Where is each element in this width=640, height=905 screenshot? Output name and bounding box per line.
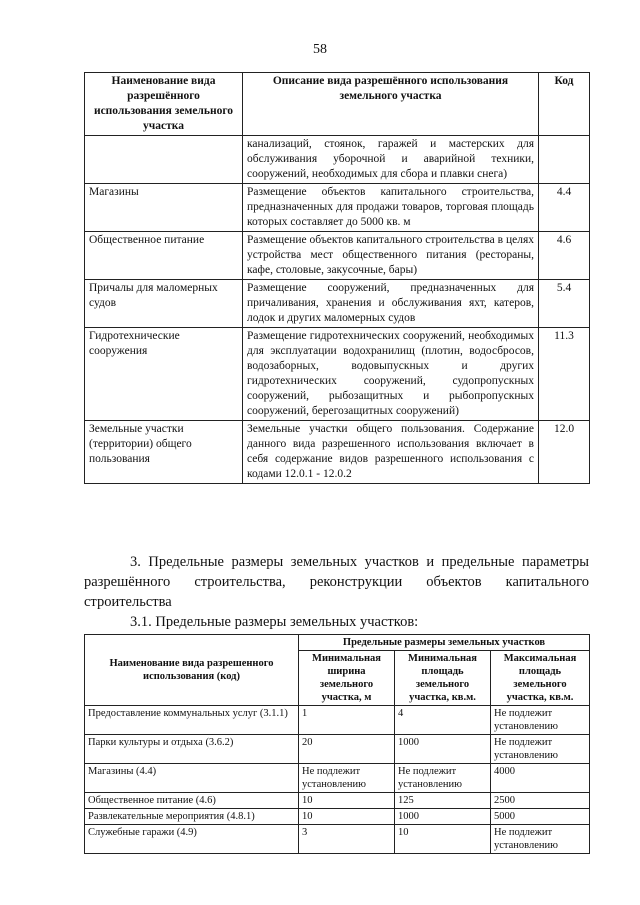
table-header-row — [85, 635, 590, 651]
cell-max-area: Не подлежит установлению — [491, 735, 590, 764]
cell-max-area: Не подлежит установлению — [491, 825, 590, 854]
cell-max-area: Не подлежит установлению — [491, 706, 590, 735]
cell-description: Размещение объектов капитального строительства, предназначенных для продажи товаров, торговая площадь которых составляет до 5000 кв. м — [243, 184, 539, 232]
table-row — [85, 706, 590, 735]
cell-name: Магазины (4.4) — [85, 764, 299, 793]
header-max-area: Максимальная площадь земельного участка, кв.м. — [491, 651, 590, 706]
cell-min-width: 20 — [299, 735, 395, 764]
cell-name: Общественное питание (4.6) — [85, 793, 299, 809]
table-row — [85, 232, 590, 280]
table-row — [85, 809, 590, 825]
cell-min-area: 1000 — [395, 809, 491, 825]
cell-code: 11.3 — [539, 328, 590, 421]
cell-name: Причалы для маломерных судов — [85, 280, 243, 328]
cell-min-width: 10 — [299, 809, 395, 825]
cell-code: 4.4 — [539, 184, 590, 232]
cell-min-area: 1000 — [395, 735, 491, 764]
permitted-use-table — [84, 72, 590, 484]
cell-name: Служебные гаражи (4.9) — [85, 825, 299, 854]
cell-description: Размещение объектов капитального строительства в целях устройства мест общественного питания (рестораны, кафе, столовые, закусочные, бары) — [243, 232, 539, 280]
header-code: Код — [539, 73, 590, 136]
table-row — [85, 328, 590, 421]
cell-name: Магазины — [85, 184, 243, 232]
cell-min-area: 125 — [395, 793, 491, 809]
cell-min-area: 4 — [395, 706, 491, 735]
table-row — [85, 793, 590, 809]
header-min-area: Минимальная площадь земельного участка, кв.м. — [395, 651, 491, 706]
cell-min-width: Не подлежит установлению — [299, 764, 395, 793]
cell-code: 12.0 — [539, 421, 590, 484]
cell-name: Гидротехнические сооружения — [85, 328, 243, 421]
cell-max-area: 5000 — [491, 809, 590, 825]
table-row — [85, 421, 590, 484]
cell-name: Развлекательные мероприятия (4.8.1) — [85, 809, 299, 825]
table-header-row — [85, 73, 590, 136]
cell-min-width: 3 — [299, 825, 395, 854]
section-3-1-paragraph: 3.1. Предельные размеры земельных участков: — [130, 614, 419, 630]
cell-description: Земельные участки общего пользования. Содержание данного вида разрешенного использования включает в себя содержание видов разрешенного использования с кодами 12.0.1 - 12.0.2 — [243, 421, 539, 484]
section-3-paragraph: 3. Предельные размеры земельных участков и предельные параметры разрешённого строительства, реконструкции объектов капитального строительства — [84, 554, 589, 610]
cell-code: 5.4 — [539, 280, 590, 328]
cell-max-area: 2500 — [491, 793, 590, 809]
page-number: 58 — [313, 42, 327, 57]
cell-min-width: 1 — [299, 706, 395, 735]
cell-code: 4.6 — [539, 232, 590, 280]
table-row — [85, 825, 590, 854]
cell-description: канализаций, стоянок, гаражей и мастерских для обслуживания уборочной и аварийной техники, сооружений, необходимых для сбора и плавки снега) — [243, 136, 539, 184]
cell-max-area: 4000 — [491, 764, 590, 793]
cell-name: Предоставление коммунальных услуг (3.1.1) — [85, 706, 299, 735]
cell-description: Размещение сооружений, предназначенных для причаливания, хранения и обслуживания яхт, катеров, лодок и других маломерных судов — [243, 280, 539, 328]
table-row — [85, 280, 590, 328]
header-name: Наименование вида разрешённого использования земельного участка — [85, 73, 243, 136]
plot-size-limits-table — [84, 634, 590, 854]
cell-min-area: 10 — [395, 825, 491, 854]
cell-min-width: 10 — [299, 793, 395, 809]
table-row — [85, 184, 590, 232]
cell-description: Размещение гидротехнических сооружений, необходимых для эксплуатации водохранилищ (плотин, водосбросов, водозаборных, водовыпускных и других гидротехнических сооружений, судопропускных сооружений, рыбозащитных и рыбопропускных сооружений, берегозащитных сооружений) — [243, 328, 539, 421]
table-row — [85, 764, 590, 793]
table-row — [85, 735, 590, 764]
table-row — [85, 136, 590, 184]
cell-name: Общественное питание — [85, 232, 243, 280]
cell-min-area: Не подлежит установлению — [395, 764, 491, 793]
header-min-width: Минимальная ширина земельного участка, м — [299, 651, 395, 706]
header-description: Описание вида разрешённого использования земельного участка — [243, 73, 539, 136]
cell-name — [85, 136, 243, 184]
header-group: Предельные размеры земельных участков — [299, 635, 590, 651]
cell-name: Земельные участки (территории) общего пользования — [85, 421, 243, 484]
header-name: Наименование вида разрешенного использования (код) — [85, 635, 299, 706]
cell-code — [539, 136, 590, 184]
cell-name: Парки культуры и отдыха (3.6.2) — [85, 735, 299, 764]
